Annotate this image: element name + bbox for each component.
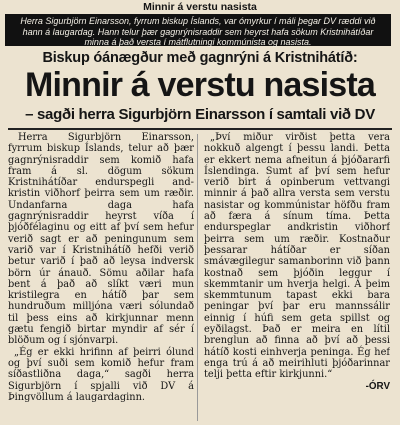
photo-caption-title: Minnir á verstu nasista <box>143 1 257 13</box>
article-column-right <box>204 132 390 425</box>
paragraph: „Því miður virðist þetta vera nokkuð algengt í þessu landi. Þetta er ekkert nema afneitun á þjóðararfi Íslendinga. Sumt af því sem hefur verið birt á opinberum vettvangi minnir á það allra versta sem verstu nasistar og kommúnistar höfðu fram að færa á sínum tíma. Þetta endurspeglar andkristin viðhorf þeirra sem um ræðir. Kostnaður þessarar hátíðar er síðan smávægilegur samanborinn við þann kostnað sem þjóðin leggur í skemmtanir um hverja helgi. Á þeim skemmtunum tapast ekki bara peningar því þar eru mannssálir einnig í húfi sem geta spillst og eyðilagst. Það er meira en lítil brenglun að finna að því að þessi hátíð kosti einhverja peninga. Ég hef enga trú á að meirihluti þjóðarinnar telji þetta eftir kirkjunni.“ <box>204 132 390 381</box>
article-headline: Minnir á verstu nasista <box>24 66 376 104</box>
paragraph: „Ég er ekki hrifinn af þeirri ólund og því suði sem komið hefur fram síðastliðna daga,“ sagði herra Sigurbjörn í spjalli við DV á Þingvöllum á laugardaginn. <box>8 346 194 403</box>
column-divider <box>197 134 198 421</box>
author-signature: -ÓRV <box>365 380 390 392</box>
article-subhead: – sagði herra Sigurbjörn Einarsson í samtali við DV <box>25 106 375 123</box>
photo-caption-text: Herra Sigurbjörn Einarsson, fyrrum biskup Íslands, var ómyrkur í máli þegar DV ræddi við hann á laugardag. Hann telur þær gagnrýnisraddir sem heyrst hafa sökum Kristnihátíðar minna á það versta í mátflutningi kommúnista og nasista. <box>5 14 391 46</box>
header-rule <box>8 128 392 130</box>
article-kicker: Biskup óánægður með gagnrýni á Kristnihátíð: <box>42 50 358 66</box>
article-column-left <box>8 132 194 425</box>
paragraph: Herra Sigurbjörn Einarsson, fyrrum biskup Íslands, telur að þær gagnrýnisraddir sem komið hafa fram á sl. dögum sökum Kristnihátíðar endurspegli and-kristin viðhorf þeirra sem um ræðir. Undanfarna daga hafa gagnrýnisraddir heyrst víða í þjóðfélaginu og eitt af því sem hefur verið sagt er að peningunum sem varið var í Kristnihátíð hefði verið betur varið í það að leysa indversk börn úr ánauð. Sömu aðilar hafa bent á það að slíkt væri mun kristilegra en hátíð þar sem hundruðum milljóna væri sólundað til þess eins að kirkjunnar menn gætu fengið birtar myndir af sér í blöðum og í sjónvarpi. <box>8 132 194 347</box>
